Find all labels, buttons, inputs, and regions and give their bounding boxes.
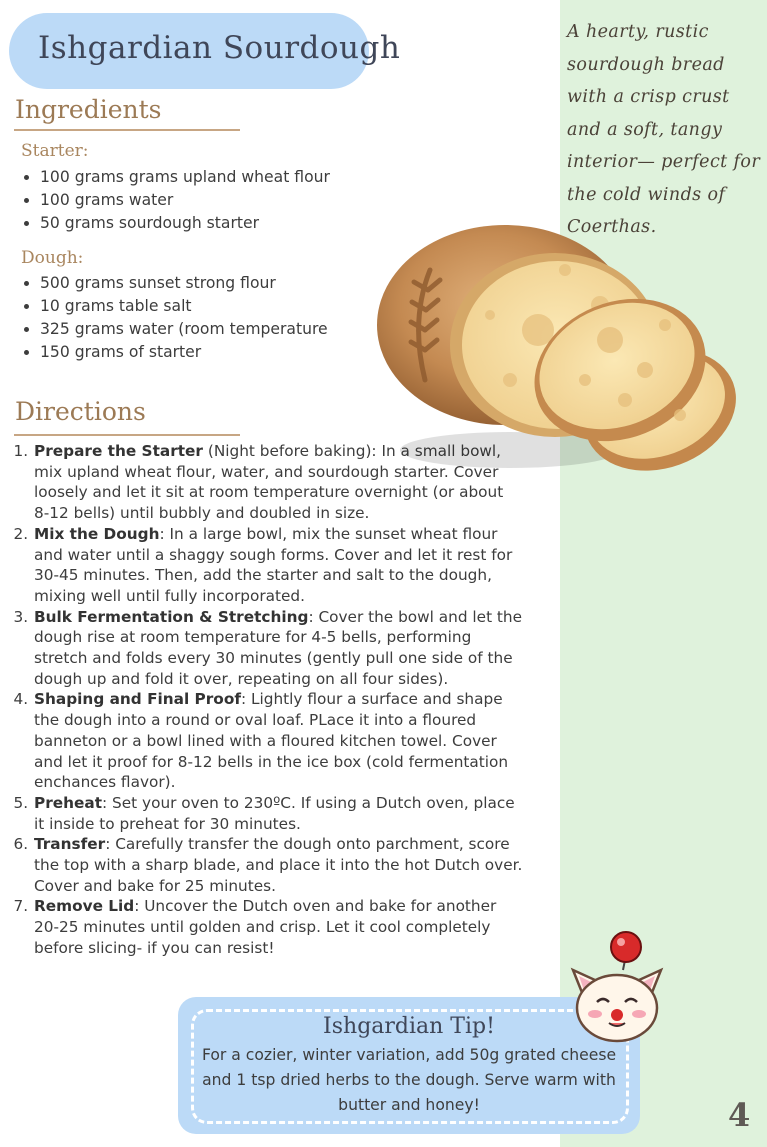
step-text: : Set your oven to 230ºC. If using a Dutch oven, place it inside to preheat for 30 minutes. bbox=[34, 793, 515, 833]
list-item: • 500 grams sunset strong flour bbox=[40, 272, 328, 295]
recipe-blurb: A hearty, rustic sourdough bread with a crisp crust and a soft, tangy interior— perfect for the cold winds of Coerthas. bbox=[567, 22, 761, 237]
starter-list bbox=[0, 166, 330, 235]
step-title: Bulk Fermentation & Stretching bbox=[34, 607, 309, 626]
list-item: • 100 grams grams upland wheat flour bbox=[40, 166, 330, 189]
directions-heading: Directions bbox=[15, 397, 146, 426]
directions-list bbox=[0, 441, 523, 959]
page-title: Ishgardian Sourdough bbox=[38, 30, 401, 66]
ingredients-heading: Ingredients bbox=[15, 95, 162, 124]
list-item: • 50 grams sourdough starter bbox=[40, 212, 330, 235]
direction-step bbox=[33, 834, 523, 896]
step-title: Preheat bbox=[34, 793, 103, 812]
page-number: 4 bbox=[728, 1096, 751, 1134]
step-text: : In a large bowl, mix the sunset wheat flour and water until a shaggy sough forms. Cover and let it rest for 30-45 minutes. Then, add the starter and salt to the dough, mixing well until fully incorporated. bbox=[34, 524, 513, 605]
step-text: : Cover the bowl and let the dough rise at room temperature for 4-5 bells, performing stretch and folds every 30 minutes (gently pull one side of the dough up and fold it over, repeating on all four sides). bbox=[34, 607, 523, 688]
dough-list bbox=[0, 272, 328, 364]
step-title: Prepare the Starter bbox=[34, 442, 203, 460]
step-title: Mix the Dough bbox=[34, 524, 160, 543]
list-item: • 100 grams water bbox=[40, 189, 330, 212]
step-text: : Uncover the Dutch oven and bake for another 20-25 minutes until golden and crisp. Let it cool completely before slicing- if you can resist! bbox=[34, 897, 497, 957]
step-text: (Night before baking): In a small bowl, mix upland wheat flour, water, and sourdough starter. Cover loosely and let it sit at room temperature overnight (or about 8-12 bells) until bubbly and doubled in size. bbox=[34, 442, 504, 523]
step-text: : Carefully transfer the dough onto parchment, score the top with a sharp blade, and place it into the hot Dutch over. Cover and bake for 25 minutes. bbox=[34, 835, 523, 895]
step-title: Transfer bbox=[34, 835, 106, 854]
list-item: • 325 grams water (room temperature bbox=[40, 318, 328, 341]
step-title: Shaping and Final Proof bbox=[34, 690, 241, 709]
step-title: Remove Lid bbox=[34, 897, 135, 916]
list-item: • 10 grams table salt bbox=[40, 295, 328, 318]
directions-underline bbox=[14, 434, 240, 436]
direction-step bbox=[33, 896, 523, 958]
direction-step bbox=[33, 607, 523, 690]
moogle-mascot-icon bbox=[565, 930, 669, 1045]
direction-step bbox=[33, 793, 523, 834]
list-item: • 150 grams of starter bbox=[40, 341, 328, 364]
direction-step bbox=[33, 689, 523, 793]
tip-title: Ishgardian Tip! bbox=[323, 1014, 495, 1039]
tip-text: For a cozier, winter variation, add 50g grated cheese and 1 tsp dried herbs to the dough. Serve warm with butter and honey! bbox=[201, 1046, 617, 1114]
bread-illustration bbox=[370, 210, 740, 500]
starter-label: Starter: bbox=[21, 141, 89, 161]
dough-label: Dough: bbox=[21, 248, 84, 268]
direction-step bbox=[33, 524, 523, 607]
step-text: : Lightly flour a surface and shape the dough into a round or oval loaf. PLace it into a floured banneton or a bowl lined with a floured kitchen towel. Cover and let it proof for 8-12 bells in the ice box (cold fermentation enchances flavor). bbox=[34, 690, 509, 792]
ingredients-underline bbox=[14, 129, 240, 131]
